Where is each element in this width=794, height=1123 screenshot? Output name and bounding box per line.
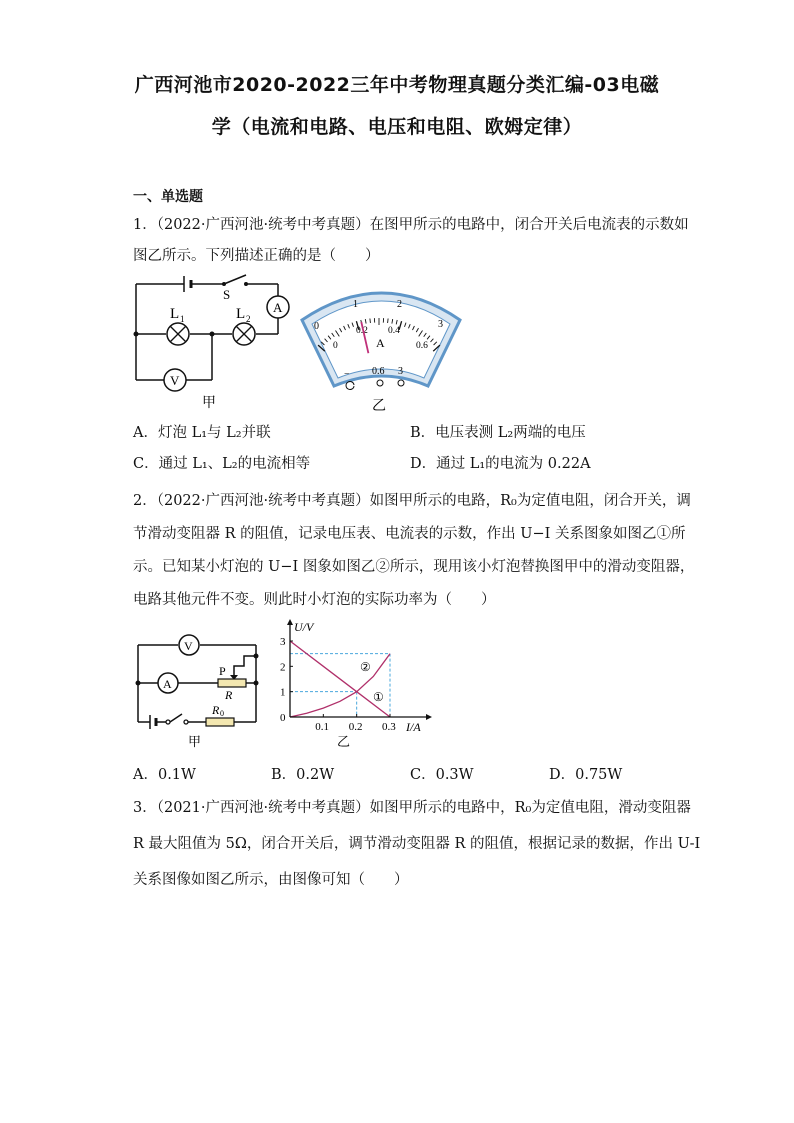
x-tick-label: 0.3 (382, 721, 396, 733)
fixed-resistor-label: R (212, 703, 220, 717)
junction-middle (210, 332, 215, 337)
x-axis-label: I/A (406, 720, 421, 734)
curve-1-label: ① (373, 690, 384, 704)
q1-ammeter-dial (300, 280, 465, 420)
y-tick-label: 1 (280, 686, 286, 699)
q1-stem-line-1: 1．（2022·广西河池·统考中考真题）在图甲所示的电路中，闭合开关后电流表的示数如 (133, 217, 689, 233)
voltmeter-symbol (164, 369, 186, 391)
q2-circuit-diagram (130, 628, 270, 750)
terminal-0-6: 0.6 (372, 366, 385, 377)
q2-option-b[interactable]: B．0.2W (271, 767, 335, 783)
q2-ui-chart (276, 615, 436, 753)
slider-label: P (219, 664, 226, 678)
fixed-resistor-body (206, 718, 234, 726)
q2-switch-blade (170, 714, 182, 722)
fixed-resistor-subscript: 0 (220, 709, 224, 718)
q2-voltmeter-label: V (184, 639, 193, 653)
q1-option-a[interactable]: A．灯泡 L₁与 L₂并联 (133, 425, 271, 441)
q2-fig-b-caption: 乙 (337, 734, 351, 749)
lamp-l1-label: L (170, 306, 180, 322)
q2-stem-line-4: 电路其他元件不变。则此时小灯泡的实际功率为（ ） (133, 592, 496, 608)
voltmeter-label: V (170, 373, 180, 388)
ammeter-label: A (273, 300, 283, 315)
q3-stem-line-1: 3．（2021·广西河池·统考中考真题）如图甲所示的电路中，R₀为定值电阻，滑动变阻器 (133, 800, 691, 816)
lamp-l1-subscript: 1 (180, 314, 185, 324)
q2-ammeter-label: A (163, 677, 172, 691)
x-tick-label: 0.1 (315, 721, 330, 733)
outer-scale-3: 3 (438, 319, 443, 330)
origin-label: 0 (280, 712, 286, 724)
q2-ammeter-symbol (158, 673, 178, 693)
switch-blade (224, 275, 246, 284)
lamp-l2-symbol (233, 323, 255, 345)
section-heading: 一、单选题 (133, 189, 203, 205)
outer-scale-0: 0 (314, 321, 319, 332)
lamp-l1-symbol (167, 323, 189, 345)
x-tick-label: 0.2 (348, 721, 363, 733)
q1-option-b[interactable]: B．电压表测 L₂两端的电压 (410, 425, 586, 441)
junction-left (134, 332, 139, 337)
chart-curves (290, 641, 390, 717)
q1-option-d[interactable]: D．通过 L₁的电流为 0.22A (410, 456, 591, 472)
q1-fig-a-caption: 甲 (202, 396, 216, 411)
y-axis-arrow (287, 619, 293, 625)
q2-option-c[interactable]: C．0.3W (410, 767, 474, 783)
q1-fig-b-caption: 乙 (372, 399, 386, 414)
q2-option-a[interactable]: A．0.1W (133, 767, 196, 783)
series-2-line (290, 654, 390, 717)
title-line-2: 学（电流和电路、电压和电阻、欧姆定律） (211, 116, 583, 138)
inner-scale-0: 0 (333, 341, 338, 351)
q2-option-d[interactable]: D．0.75W (549, 767, 623, 783)
switch-label: S (223, 287, 231, 302)
chart-guide-lines (290, 654, 390, 717)
q2-fig-a-caption: 甲 (188, 734, 202, 749)
inner-scale-0-6: 0.6 (416, 341, 428, 351)
meter-tick (370, 319, 371, 324)
q2-stem-line-2: 节滑动变阻器 R 的阻值，记录电压表、电流表的示数，作出 U−I 关系图象如图乙①所 (133, 526, 686, 542)
q3-stem-line-2: R 最大阻值为 5Ω，闭合开关后，调节滑动变阻器 R 的阻值，根据记录的数据，作出 U-I (133, 836, 701, 852)
inner-scale-0-2: 0.2 (356, 326, 368, 336)
y-tick-label: 2 (280, 661, 286, 674)
inner-scale-0-4: 0.4 (388, 326, 400, 336)
q2-stem-line-3: 示。已知某小灯泡的 U−I 图象如图乙②所示，现用该小灯泡替换图甲中的滑动变阻器， (133, 559, 695, 575)
rheostat-body (218, 679, 246, 687)
lamp-l2-label: L (236, 306, 246, 322)
q1-option-c[interactable]: C．通过 L₁、L₂的电流相等 (133, 456, 311, 472)
curve-2-label: ② (360, 660, 371, 674)
switch-contact-left (222, 282, 226, 286)
terminal-knob-3 (398, 380, 404, 386)
q2-stem-line-1: 2．（2022·广西河池·统考中考真题）如图甲所示的电路，R₀为定值电阻，闭合开关，调 (133, 493, 691, 509)
x-axis-arrow (426, 714, 432, 720)
terminal-knob-0-6 (377, 380, 383, 386)
lamp-l2-subscript: 2 (246, 314, 251, 324)
terminal-knob-negative (346, 382, 354, 390)
chart-tick-labels (280, 636, 396, 733)
meter-tick (388, 319, 389, 324)
q2-voltmeter-symbol (179, 635, 199, 655)
rheostat-label: R (225, 688, 233, 702)
outer-scale-2: 2 (397, 299, 402, 310)
outer-scale-1: 1 (353, 299, 358, 310)
y-tick-label: 3 (280, 636, 286, 648)
q1-circuit-diagram (128, 270, 298, 420)
ammeter-symbol (267, 296, 289, 318)
terminal-3: 3 (398, 366, 403, 377)
switch-contact-right (244, 282, 248, 286)
terminal-negative: − (344, 369, 350, 380)
y-axis-label: U/V (294, 620, 314, 634)
meter-unit-label: A (376, 336, 385, 350)
title-line-1: 广西河池市2020-2022三年中考物理真题分类汇编-03电磁 (134, 74, 660, 96)
q1-stem-line-2: 图乙所示。下列描述正确的是（ ） (133, 248, 380, 264)
q3-stem-line-3: 关系图像如图乙所示，由图像可知（ ） (133, 872, 409, 888)
series-1-line (290, 641, 390, 717)
